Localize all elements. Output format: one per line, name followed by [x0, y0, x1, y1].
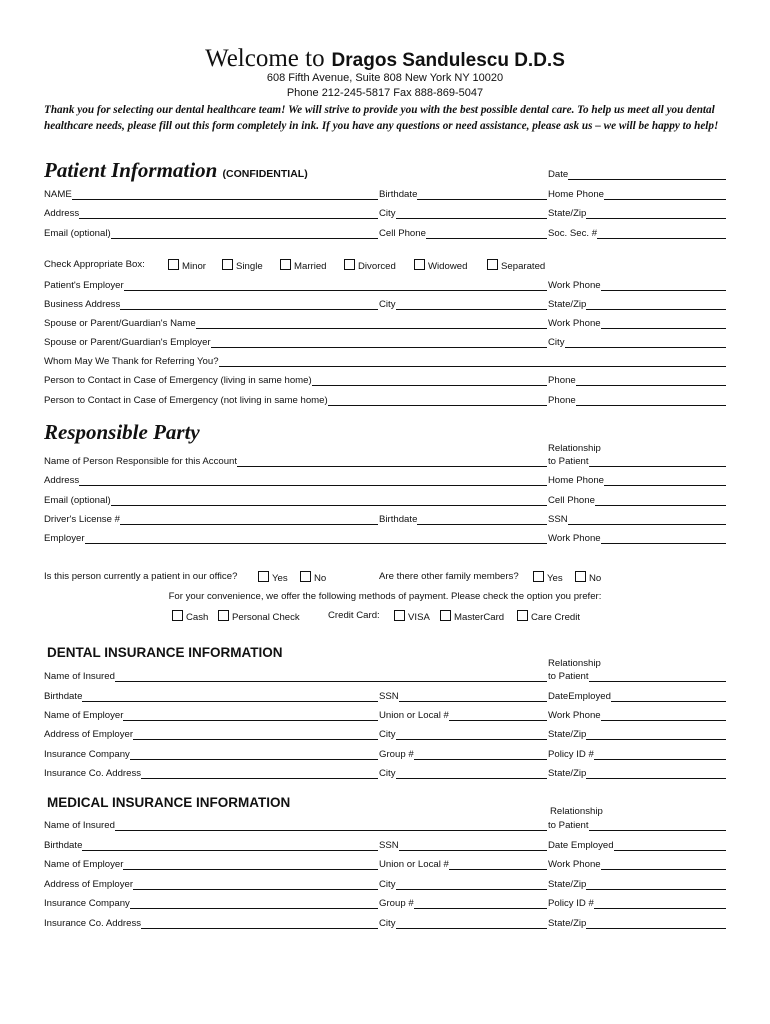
- responsible-cell-phone-label: Cell Phone: [548, 495, 595, 506]
- birthdate-label: Birthdate: [379, 189, 418, 200]
- medical-company-city-field[interactable]: [379, 917, 547, 929]
- checkbox-icon[interactable]: [258, 571, 269, 582]
- payment-cash-label: Cash: [186, 612, 209, 623]
- medical-union-field[interactable]: [379, 858, 547, 870]
- welcome-text: Welcome to: [205, 45, 325, 72]
- patient-info-title: Patient Information: [44, 158, 218, 182]
- row-name: [44, 188, 726, 202]
- emergency-not-field[interactable]: [44, 394, 547, 406]
- is-patient-yes[interactable]: [258, 571, 288, 585]
- emergency-same-label: Person to Contact in Case of Emergency (living in same home): [44, 375, 312, 386]
- email-field[interactable]: [44, 227, 378, 239]
- relationship-label-line1: Relationship: [548, 443, 601, 454]
- status-single[interactable]: [222, 259, 263, 273]
- responsible-ssn-field[interactable]: [548, 513, 726, 525]
- row-address: [44, 207, 726, 221]
- row-medical-company-address: [44, 917, 726, 931]
- date-field[interactable]: [548, 168, 726, 180]
- checkbox-icon[interactable]: [414, 259, 425, 270]
- responsible-name-label: Name of Person Responsible for this Account: [44, 456, 238, 467]
- checkbox-icon[interactable]: [168, 259, 179, 270]
- responsible-email-field[interactable]: [44, 494, 547, 506]
- spouse-employer-label: Spouse or Parent/Guardian's Employer: [44, 337, 211, 348]
- business-city-field[interactable]: [379, 298, 547, 310]
- responsible-birthdate-field[interactable]: [379, 513, 547, 525]
- work-phone-label: Work Phone: [548, 280, 601, 291]
- row-emergency-same: [44, 374, 726, 388]
- dental-policy-field[interactable]: [548, 748, 726, 760]
- responsible-relationship-field[interactable]: [548, 455, 726, 467]
- responsible-name-field[interactable]: [44, 455, 547, 467]
- row-date: [44, 168, 726, 182]
- checkbox-icon[interactable]: [440, 610, 451, 621]
- status-minor[interactable]: [168, 259, 206, 273]
- medical-group-label: Group #: [379, 898, 414, 909]
- spouse-work-phone-field[interactable]: [548, 317, 726, 329]
- medical-policy-field[interactable]: [548, 897, 726, 909]
- form-title: [0, 44, 770, 75]
- dental-state-zip-label: State/Zip: [548, 729, 587, 740]
- medical-insurance-heading: MEDICAL INSURANCE INFORMATION: [47, 795, 291, 810]
- referral-field[interactable]: [44, 355, 726, 367]
- employer-field[interactable]: [44, 279, 547, 291]
- soc-sec-field[interactable]: [548, 227, 726, 239]
- dental-relationship-line1: Relationship: [548, 658, 601, 669]
- responsible-ssn-label: SSN: [548, 514, 568, 525]
- payment-visa-label: VISA: [408, 612, 430, 623]
- row-email: [44, 227, 726, 241]
- license-field[interactable]: [44, 513, 378, 525]
- status-divorced[interactable]: [344, 259, 396, 273]
- row-responsible-employer: [44, 532, 726, 546]
- business-state-zip-label: State/Zip: [548, 299, 587, 310]
- payment-mastercard[interactable]: [440, 610, 504, 624]
- business-address-field[interactable]: [44, 298, 378, 310]
- responsible-address-field[interactable]: [44, 474, 547, 486]
- responsible-employer-label: Employer: [44, 533, 85, 544]
- dental-company-address-field[interactable]: [44, 767, 378, 779]
- family-yes[interactable]: [533, 571, 563, 585]
- credit-card-label: Credit Card:: [328, 610, 380, 621]
- dental-company-field[interactable]: [44, 748, 378, 760]
- city-label: City: [379, 208, 396, 219]
- dental-group-label: Group #: [379, 749, 414, 760]
- dental-group-field[interactable]: [379, 748, 547, 760]
- dental-relationship-label: [548, 657, 601, 670]
- medical-employer-label: Name of Employer: [44, 859, 124, 870]
- medical-company-address-label: Insurance Co. Address: [44, 918, 142, 929]
- payment-personal-check[interactable]: [218, 610, 300, 624]
- medical-company-state-zip-field[interactable]: [548, 917, 726, 929]
- dental-company-city-field[interactable]: [379, 767, 547, 779]
- responsible-relationship-label: [548, 442, 601, 455]
- emergency-same-field[interactable]: [44, 374, 547, 386]
- dental-city-field[interactable]: [379, 728, 547, 740]
- address-field[interactable]: [44, 207, 378, 219]
- medical-policy-label: Policy ID #: [548, 898, 594, 909]
- checkbox-icon[interactable]: [280, 259, 291, 270]
- responsible-address-label: Address: [44, 475, 80, 486]
- emergency-same-phone-field[interactable]: [548, 374, 726, 386]
- medical-company-field[interactable]: [44, 897, 378, 909]
- dental-date-employed-field[interactable]: [548, 690, 726, 702]
- row-dental-insured: [44, 670, 726, 684]
- dental-insurance-heading: DENTAL INSURANCE INFORMATION: [47, 645, 283, 660]
- date-label: Date: [548, 169, 569, 180]
- row-patient-employer: [44, 279, 726, 293]
- spouse-city-label: City: [548, 337, 565, 348]
- soc-sec-label: Soc. Sec. #: [548, 228, 598, 239]
- row-responsible-email: [44, 494, 726, 508]
- status-married-label: Married: [294, 261, 327, 272]
- emergency-same-phone-label: Phone: [548, 375, 576, 386]
- checkbox-icon[interactable]: [533, 571, 544, 582]
- birthdate-field[interactable]: [379, 188, 547, 200]
- family-no-label: No: [589, 573, 602, 584]
- emergency-not-label: Person to Contact in Case of Emergency (not living in same home): [44, 395, 328, 406]
- medical-employer-field[interactable]: [44, 858, 378, 870]
- medical-company-state-zip-label: State/Zip: [548, 918, 587, 929]
- dental-birthdate-field[interactable]: [44, 690, 378, 702]
- dental-birthdate-label: Birthdate: [44, 691, 83, 702]
- home-phone-label: Home Phone: [548, 189, 604, 200]
- row-medical-birthdate: [44, 839, 726, 853]
- checkbox-icon[interactable]: [300, 571, 311, 582]
- row-medical-insured: [44, 819, 726, 833]
- dental-union-label: Union or Local #: [379, 710, 449, 721]
- row-dental-employer: [44, 709, 726, 723]
- medical-work-phone-field[interactable]: [548, 858, 726, 870]
- responsible-party-heading: Responsible Party: [44, 420, 200, 444]
- employer-label: Patient's Employer: [44, 280, 124, 291]
- medical-relationship-field[interactable]: [548, 819, 726, 831]
- state-zip-label: State/Zip: [548, 208, 587, 219]
- marital-status-row: [44, 259, 726, 273]
- dental-company-address-label: Insurance Co. Address: [44, 768, 142, 779]
- medical-relationship-line2: to Patient: [548, 820, 589, 831]
- dental-employer-address-label: Address of Employer: [44, 729, 134, 740]
- dental-state-zip-field[interactable]: [548, 728, 726, 740]
- medical-union-label: Union or Local #: [379, 859, 449, 870]
- status-widowed[interactable]: [414, 259, 467, 273]
- row-responsible-name: [44, 455, 726, 469]
- spouse-work-phone-label: Work Phone: [548, 318, 601, 329]
- responsible-cell-phone-field[interactable]: [548, 494, 726, 506]
- row-medical-company: [44, 897, 726, 911]
- status-minor-label: Minor: [182, 261, 206, 272]
- row-business-address: [44, 298, 726, 312]
- spouse-name-label: Spouse or Parent/Guardian's Name: [44, 318, 196, 329]
- payment-mastercard-label: MasterCard: [454, 612, 505, 623]
- relationship-label-line2: to Patient: [548, 456, 589, 467]
- payment-intro: For your convenience, we offer the following methods of payment. Please check the option you prefer:: [168, 591, 602, 602]
- emergency-not-phone-label: Phone: [548, 395, 576, 406]
- is-patient-no-label: No: [314, 573, 327, 584]
- is-patient-question: Is this person currently a patient in our office?: [44, 571, 238, 582]
- spouse-city-field[interactable]: [548, 336, 726, 348]
- practice-name: Dragos Sandulescu D.D.S: [331, 50, 565, 71]
- medical-date-employed-field[interactable]: [548, 839, 726, 851]
- dental-work-phone-label: Work Phone: [548, 710, 601, 721]
- medical-relationship-label: [550, 805, 603, 818]
- family-yes-label: Yes: [547, 573, 563, 584]
- confidential-label: (CONFIDENTIAL): [222, 168, 308, 180]
- row-responsible-license: [44, 513, 726, 527]
- check-box-label: Check Appropriate Box:: [44, 259, 145, 270]
- medical-insured-field[interactable]: [44, 819, 547, 831]
- practice-phone-fax: Phone 212-245-5817 Fax 888-869-5047: [286, 87, 484, 99]
- row-dental-birthdate: [44, 690, 726, 704]
- medical-employer-address-label: Address of Employer: [44, 879, 134, 890]
- row-spouse-employer: [44, 336, 726, 350]
- payment-personal-check-label: Personal Check: [232, 612, 300, 623]
- spouse-name-field[interactable]: [44, 317, 547, 329]
- dental-ssn-field[interactable]: [379, 690, 547, 702]
- dental-employer-field[interactable]: [44, 709, 378, 721]
- emergency-not-phone-field[interactable]: [548, 394, 726, 406]
- payment-care-credit-label: Care Credit: [531, 612, 581, 623]
- email-label: Email (optional): [44, 228, 111, 239]
- checkbox-icon[interactable]: [222, 259, 233, 270]
- cell-phone-label: Cell Phone: [379, 228, 426, 239]
- dental-insured-field[interactable]: [44, 670, 547, 682]
- practice-address: 608 Fifth Avenue, Suite 808 New York NY 10020: [266, 72, 504, 84]
- dental-employer-label: Name of Employer: [44, 710, 124, 721]
- work-phone-field[interactable]: [548, 279, 726, 291]
- medical-birthdate-field[interactable]: [44, 839, 378, 851]
- business-address-label: Business Address: [44, 299, 121, 310]
- checkbox-icon[interactable]: [575, 571, 586, 582]
- responsible-home-phone-label: Home Phone: [548, 475, 604, 486]
- medical-ssn-field[interactable]: [379, 839, 547, 851]
- dental-company-state-zip-field[interactable]: [548, 767, 726, 779]
- status-married[interactable]: [280, 259, 327, 273]
- cell-phone-field[interactable]: [379, 227, 547, 239]
- business-city-label: City: [379, 299, 396, 310]
- row-medical-employer: [44, 858, 726, 872]
- payment-care-credit[interactable]: [517, 610, 580, 624]
- state-zip-field[interactable]: [548, 207, 726, 219]
- medical-employer-address-field[interactable]: [44, 878, 378, 890]
- medical-group-field[interactable]: [379, 897, 547, 909]
- medical-work-phone-label: Work Phone: [548, 859, 601, 870]
- referral-label: Whom May We Thank for Referring You?: [44, 356, 219, 367]
- dental-city-label: City: [379, 729, 396, 740]
- dental-relationship-field[interactable]: [548, 670, 726, 682]
- dental-insured-label: Name of Insured: [44, 671, 115, 682]
- address-label: Address: [44, 208, 80, 219]
- checkbox-icon[interactable]: [172, 610, 183, 621]
- row-emergency-not: [44, 394, 726, 408]
- medical-insured-label: Name of Insured: [44, 820, 115, 831]
- medical-company-label: Insurance Company: [44, 898, 130, 909]
- row-dental-company-address: [44, 767, 726, 781]
- row-spouse-name: [44, 317, 726, 331]
- dental-work-phone-field[interactable]: [548, 709, 726, 721]
- checkbox-icon[interactable]: [487, 259, 498, 270]
- payment-visa[interactable]: [394, 610, 430, 624]
- medical-city-label: City: [379, 879, 396, 890]
- dental-union-field[interactable]: [379, 709, 547, 721]
- dental-ssn-label: SSN: [379, 691, 399, 702]
- row-patient-questions: [44, 571, 726, 585]
- city-field[interactable]: [379, 207, 547, 219]
- business-state-zip-field[interactable]: [548, 298, 726, 310]
- payment-options-row: [44, 610, 726, 624]
- row-medical-employer-address: [44, 878, 726, 892]
- license-label: Driver's License #: [44, 514, 120, 525]
- checkbox-icon[interactable]: [218, 610, 229, 621]
- medical-ssn-label: SSN: [379, 840, 399, 851]
- dental-company-city-label: City: [379, 768, 396, 779]
- responsible-work-phone-field[interactable]: [548, 532, 726, 544]
- medical-date-employed-label: Date Employed: [548, 840, 614, 851]
- responsible-work-phone-label: Work Phone: [548, 533, 601, 544]
- responsible-birthdate-label: Birthdate: [379, 514, 418, 525]
- responsible-email-label: Email (optional): [44, 495, 111, 506]
- name-label: NAME: [44, 189, 72, 200]
- medical-company-city-label: City: [379, 918, 396, 929]
- medical-company-address-field[interactable]: [44, 917, 378, 929]
- dental-date-employed-label: DateEmployed: [548, 691, 611, 702]
- dental-relationship-line2: to Patient: [548, 671, 589, 682]
- checkbox-icon[interactable]: [344, 259, 355, 270]
- row-responsible-address: [44, 474, 726, 488]
- medical-city-field[interactable]: [379, 878, 547, 890]
- row-dental-employer-address: [44, 728, 726, 742]
- dental-company-state-zip-label: State/Zip: [548, 768, 587, 779]
- status-single-label: Single: [236, 261, 263, 272]
- dental-employer-address-field[interactable]: [44, 728, 378, 740]
- medical-state-zip-label: State/Zip: [548, 879, 587, 890]
- dental-company-label: Insurance Company: [44, 749, 130, 760]
- row-referral: [44, 355, 726, 369]
- status-separated-label: Separated: [501, 261, 546, 272]
- is-patient-no[interactable]: [300, 571, 326, 585]
- row-dental-company: [44, 748, 726, 762]
- family-question: Are there other family members?: [379, 571, 519, 582]
- family-no[interactable]: [575, 571, 601, 585]
- status-divorced-label: Divorced: [358, 261, 396, 272]
- status-widowed-label: Widowed: [428, 261, 468, 272]
- dental-policy-label: Policy ID #: [548, 749, 594, 760]
- is-patient-yes-label: Yes: [272, 573, 288, 584]
- status-separated[interactable]: [487, 259, 545, 273]
- responsible-home-phone-field[interactable]: [548, 474, 726, 486]
- medical-birthdate-label: Birthdate: [44, 840, 83, 851]
- checkbox-icon[interactable]: [517, 610, 528, 621]
- payment-cash[interactable]: [172, 610, 208, 624]
- form-header: [0, 44, 770, 75]
- checkbox-icon[interactable]: [394, 610, 405, 621]
- responsible-employer-field[interactable]: [44, 532, 547, 544]
- name-field[interactable]: [44, 188, 378, 200]
- intro-text: Thank you for selecting our dental healthcare team! We will strive to provide you with the best possible dental care. To help us meet all you dental healthcare needs, please fill out this form completely in ink. If you have any questions or need assistance, please ask us – we will be happy to help!: [44, 104, 719, 132]
- home-phone-field[interactable]: [548, 188, 726, 200]
- medical-relationship-line1: Relationship: [550, 806, 603, 817]
- spouse-employer-field[interactable]: [44, 336, 547, 348]
- medical-state-zip-field[interactable]: [548, 878, 726, 890]
